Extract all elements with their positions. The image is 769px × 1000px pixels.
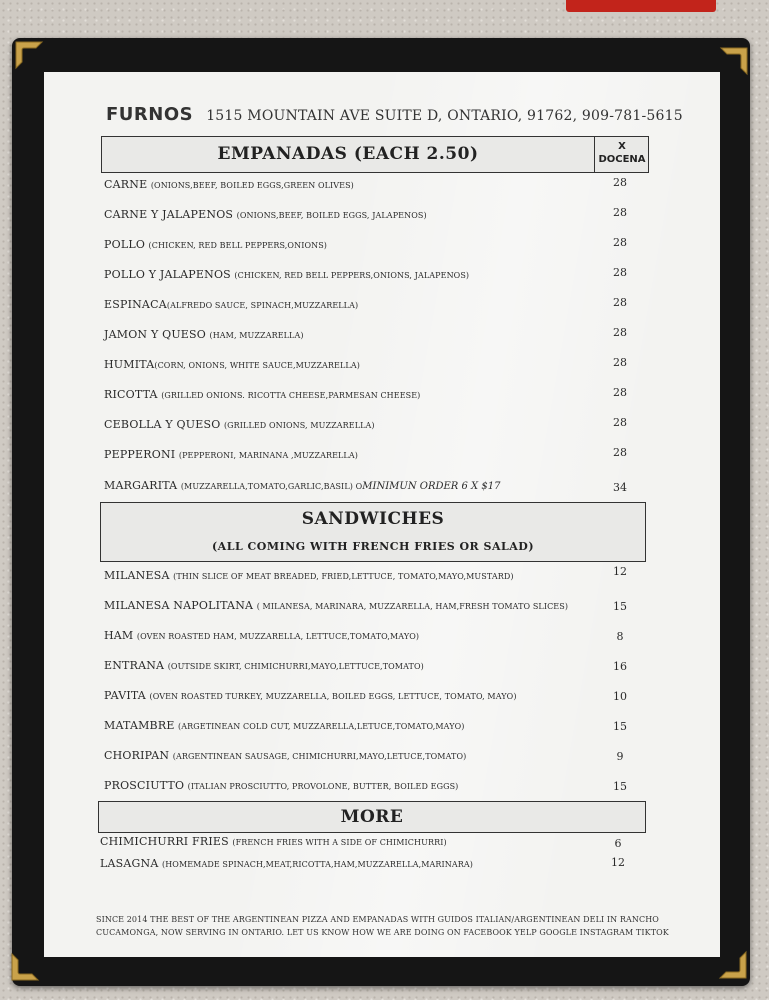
item-price: 28 <box>613 236 627 249</box>
empanadas-header <box>101 136 649 173</box>
menu-item: LASAGNA (HOMEMADE SPINACH,MEAT,RICOTTA,HAM,MUZZARELLA,MARINARA) <box>100 857 473 870</box>
item-price: 8 <box>616 630 624 643</box>
menu-item: CHORIPAN (ARGENTINEAN SAUSAGE, CHIMICHURRI,MAYO,LETUCE,TOMATO) <box>104 749 467 762</box>
item-price: 15 <box>613 600 627 613</box>
menu-item: PAVITA (OVEN ROASTED TURKEY, MUZZARELLA, BOILED EGGS, LETTUCE, TOMATO, MAYO) <box>104 689 517 702</box>
item-price: 28 <box>613 446 627 459</box>
item-price: 28 <box>613 416 627 429</box>
restaurant-name: FURNOS <box>106 104 194 125</box>
menu-item: ENTRANA (OUTSIDE SKIRT, CHIMICHURRI,MAYO,LETTUCE,TOMATO) <box>104 659 424 672</box>
item-price: 16 <box>613 660 627 673</box>
restaurant-address: 1515 MOUNTAIN AVE SUITE D, ONTARIO, 91762, 909-781-5615 <box>206 108 683 124</box>
item-price: 9 <box>616 750 624 763</box>
item-price: 10 <box>613 690 627 703</box>
menu-item: MARGARITA (MUZZARELLA,TOMATO,GARLIC,BASIL) OMINIMUN ORDER 6 X $17 <box>104 479 501 492</box>
menu-item: POLLO Y JALAPENOS (CHICKEN, RED BELL PEPPERS,ONIONS, JALAPENOS) <box>104 268 470 281</box>
corner-bottom-left <box>10 952 40 982</box>
menu-item: MILANESA NAPOLITANA ( MILANESA, MARINARA, MUZZARELLA, HAM,FRESH TOMATO SLICES) <box>104 599 569 612</box>
menu-item: CHIMICHURRI FRIES (FRENCH FRIES WITH A SIDE OF CHIMICHURRI) <box>100 835 447 848</box>
red-object <box>566 0 716 12</box>
menu-item: ESPINACA(ALFREDO SAUCE, SPINACH,MUZZARELLA) <box>104 298 359 311</box>
item-price: 28 <box>613 206 627 219</box>
menu-item: MILANESA (THIN SLICE OF MEAT BREADED, FRIED,LETTUCE, TOMATO,MAYO,MUSTARD) <box>104 569 514 582</box>
menu-item: RICOTTA (GRILLED ONIONS. RICOTTA CHEESE,PARMESAN CHEESE) <box>104 388 421 401</box>
footer-line-2: CUCAMONGA, NOW SERVING IN ONTARIO. LET US KNOW HOW WE ARE DOING ON FACEBOOK YELP GOOGLE INSTAGRAM TIKTOK <box>96 928 669 937</box>
menu-page <box>44 72 720 957</box>
more-header <box>98 801 646 833</box>
item-price: 12 <box>613 565 627 578</box>
menu-item: POLLO (CHICKEN, RED BELL PEPPERS,ONIONS) <box>104 238 328 251</box>
item-price: 28 <box>613 266 627 279</box>
menu-item: CEBOLLA Y QUESO (GRILLED ONIONS, MUZZARELLA) <box>104 418 375 431</box>
corner-top-right <box>719 46 749 76</box>
column-header-x: X <box>618 141 626 152</box>
sandwiches-header <box>100 502 646 562</box>
item-price: 6 <box>614 837 622 850</box>
footer-line-1: SINCE 2014 THE BEST OF THE ARGENTINEAN PIZZA AND EMPANADAS WITH GUIDOS ITALIAN/ARGENTINEAN DELI IN RANCHO <box>96 915 659 924</box>
menu-item: CARNE (ONIONS,BEEF, BOILED EGGS,GREEN OLIVES) <box>104 178 354 191</box>
item-price: 28 <box>613 326 627 339</box>
menu-item: HAM (OVEN ROASTED HAM, MUZZARELLA, LETTUCE,TOMATO,MAYO) <box>104 629 420 642</box>
more-title: MORE <box>340 807 404 827</box>
item-price: 28 <box>613 176 627 189</box>
minimum-order-note: MINIMUN ORDER 6 X $17 <box>362 481 501 492</box>
item-price: 28 <box>613 386 627 399</box>
item-price: 28 <box>613 356 627 369</box>
menu-item: HUMITA(CORN, ONIONS, WHITE SAUCE,MUZZARELLA) <box>104 358 360 371</box>
sandwiches-title: SANDWICHES <box>301 509 445 529</box>
footer-text <box>96 913 676 939</box>
corner-top-left <box>14 40 44 70</box>
item-price: 15 <box>613 780 627 793</box>
empanadas-title: EMPANADAS (EACH 2.50) <box>217 144 479 164</box>
docena-column-header <box>594 137 649 172</box>
item-price: 34 <box>613 481 627 494</box>
menu-header <box>106 104 683 125</box>
column-header-docena: DOCENA <box>598 154 646 165</box>
item-price: 12 <box>611 856 625 869</box>
menu-item: CARNE Y JALAPENOS (ONIONS,BEEF, BOILED EGGS, JALAPENOS) <box>104 208 427 221</box>
menu-item: MATAMBRE (ARGETINEAN COLD CUT, MUZZARELLA,LETUCE,TOMATO,MAYO) <box>104 719 465 732</box>
menu-item: PEPPERONI (PEPPERONI, MARINANA ,MUZZARELLA) <box>104 448 358 461</box>
menu-item: JAMON Y QUESO (HAM, MUZZARELLA) <box>104 328 304 341</box>
item-price: 15 <box>613 720 627 733</box>
sandwiches-subtitle: (ALL COMING WITH FRENCH FRIES OR SALAD) <box>211 540 535 553</box>
corner-bottom-right <box>718 950 748 980</box>
item-price: 28 <box>613 296 627 309</box>
menu-item: PROSCIUTTO (ITALIAN PROSCIUTTO, PROVOLONE, BUTTER, BOILED EGGS) <box>104 779 459 792</box>
